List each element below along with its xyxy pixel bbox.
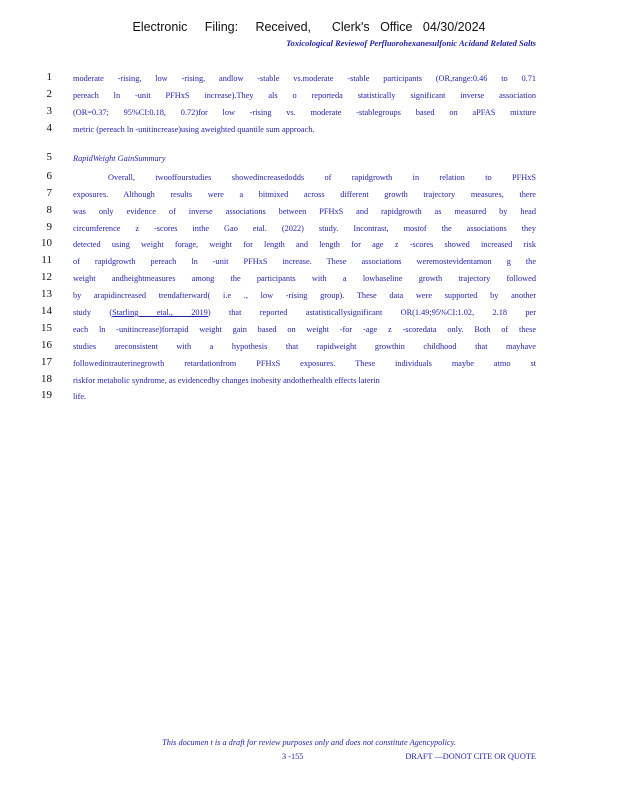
line-number: 4 (46, 122, 52, 134)
line-number: 1 (46, 71, 52, 83)
text-line (0, 122, 618, 138)
line-number: 6 (46, 170, 52, 182)
text-line (0, 373, 618, 389)
line-text-after: ) that reported astatisticallysignificant OR(1.49;95%CI:1.02, 2.18 per (207, 308, 536, 317)
text-line (0, 339, 618, 355)
section-heading-line (0, 151, 618, 167)
text-line (0, 187, 618, 203)
line-text: followedintrauterinegrowth retardationfrom PFHxS exposures. These individuals maybe atmo st (73, 359, 536, 368)
line-number: 11 (41, 254, 52, 266)
text-line (0, 204, 618, 220)
filing-stamp: Electronic Filing: Received, Clerk's Office 04/30/2024 (132, 20, 486, 34)
line-number: 10 (41, 237, 52, 249)
citation-link-starling-2019[interactable]: Starling etal., 2019 (112, 308, 208, 317)
line-text: by arapidincreased trendafterward( i.e ., low -rising group). These data were supported by another (73, 291, 536, 300)
line-text: of rapidgrowth pereach ln -unit PFHxS increase. These associations weremostevidentamon g the (73, 257, 536, 266)
line-text: circumference z -scores inthe Gao etal. (2022) study. Incontrast, mostof the associations they (73, 224, 536, 233)
text-line (0, 71, 618, 87)
text-line (0, 288, 618, 304)
line-text-before: study ( (73, 308, 113, 317)
line-text: pereach ln -unit PFHxS increase).They als o reporteda statistically significant inverse association (73, 91, 536, 100)
line-text: was only evidence of inverse associations between PFHxS and rapidgrowth as measured by head (73, 207, 536, 216)
text-line (0, 271, 618, 287)
text-line (0, 389, 618, 405)
page-number: 3 -155 (282, 752, 304, 761)
line-text: metric (pereach ln -unitincrease)using aweighted quantile sum approach. (73, 125, 315, 134)
section-heading: RapidWeight GainSummary (73, 154, 166, 163)
line-number: 16 (41, 339, 52, 351)
line-text: moderate -rising, low -rising, andlow -stable vs.moderate -stable participants (OR,range:0.46 to 0.71 (73, 74, 536, 83)
line-text: detected using weight forage, weight for length and length for age z -scores showed increased risk (73, 240, 536, 249)
line-text: weight andheightmeasures among the participants with a lowbaseline growth trajectory followed (73, 274, 536, 283)
line-text: riskfor metabolic syndrome, as evidencedby changes inobesity andotherhealth effects laterin (73, 376, 380, 385)
running-title: Toxicological Reviewof Perfluorohexanesulfonic Acidand Related Salts (286, 38, 536, 48)
text-line (0, 322, 618, 338)
line-number: 13 (41, 288, 52, 300)
line-text: exposures. Although results were a bitmixed across different growth trajectory measures, there (73, 190, 536, 199)
text-line (0, 170, 618, 186)
text-line (0, 237, 618, 253)
line-text: each ln -unitincrease)forrapid weight gain based on weight -for -age z -scoredata only. Both of these (73, 325, 536, 334)
text-line (0, 305, 618, 321)
line-number: 5 (46, 151, 52, 163)
line-number: 19 (41, 389, 52, 401)
line-text: life. (73, 392, 87, 401)
draft-disclaimer: This documen t is a draft for review purposes only and does not constitute Agencypolicy. (162, 738, 456, 747)
line-text (73, 305, 536, 321)
line-number: 17 (41, 356, 52, 368)
draft-notice: DRAFT —DONOT CITE OR QUOTE (405, 752, 536, 761)
text-line (0, 88, 618, 104)
text-line (0, 221, 618, 237)
line-text: (OR=0.37; 95%CI:0.18, 0.72)for low -rising vs. moderate -stablegroups based on aPFAS mixture (73, 108, 536, 117)
line-number: 9 (46, 221, 52, 233)
text-line (0, 105, 618, 121)
line-number: 18 (41, 373, 52, 385)
line-number: 2 (46, 88, 52, 100)
text-line (0, 254, 618, 270)
line-text: Overall, twooffourstudies showedincreasedodds of rapidgrowth in relation to PFHxS (108, 173, 536, 182)
line-text: studies areconsistent with a hypothesis that rapidweight growthin childhood that mayhave (73, 342, 536, 351)
line-number: 14 (41, 305, 52, 317)
line-number: 3 (46, 105, 52, 117)
line-number: 15 (41, 322, 52, 334)
line-number: 7 (46, 187, 52, 199)
text-line (0, 356, 618, 372)
line-number: 8 (46, 204, 52, 216)
line-number: 12 (41, 271, 52, 283)
